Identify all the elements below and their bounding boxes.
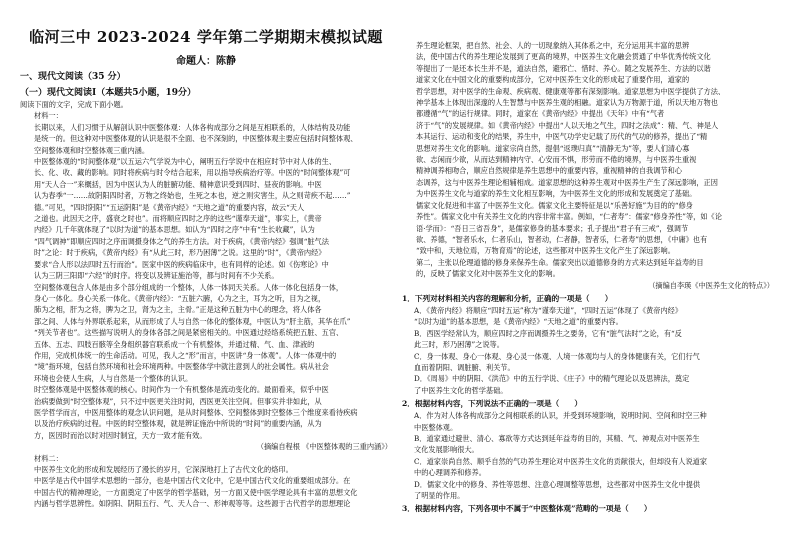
answer-option[interactable]: 中的心理调养和修养。 — [414, 468, 486, 478]
paragraph-line: 医学哲学而言，中医用整体的观念认识问题，是从时间整体、空间整体到时空整体三个维度来看待疾病 — [34, 407, 358, 417]
paragraph-line: 方，医因时而治以时对因时制宜，天方一致才能有效。 — [34, 430, 207, 440]
paragraph-line: 中医整体观的“时间整体观”以五运六气学说为中心，阐明五行学说中在相应时节中对人体的生、 — [34, 157, 337, 167]
paragraph-line: 内涵与哲学思辨性。如阴阳、阴阳五行、气、天人合一、形神观等等。这些源于古代哲学的思想理论 — [34, 499, 351, 509]
section-heading: 一、现代文阅读（35 分） — [20, 72, 126, 82]
paragraph-line: 欲、养德，“智者乐水，仁者乐山，智者动，仁者静，智者乐，仁者寿”的思想，《中庸》也有 — [416, 234, 708, 244]
material2-body — [20, 464, 392, 510]
paragraph-line: 中医学是古代中国学术思想的一部分，也是中国古代文化中，它是中国古代文化的重要组成部分。在 — [34, 476, 351, 486]
paragraph-line: 认为春季“一……故阴阳四时者，万物之终始也，生死之本也，逆之则灾害生，从之则苛疾不起……” — [34, 191, 351, 201]
paragraph-line: 以及治疗疾病的过程。中医的时空整体观，就是辨证施治中所说的“时间”的重要内涵，从为 — [34, 419, 322, 429]
paragraph-line: 身心一体化。身心关系一体化。《黄帝内经》：“五脏六腑，心为之主，耳为之听，目为之视， — [34, 293, 326, 303]
material2-label: 材料二： — [34, 453, 63, 463]
paragraph-line: 治病要做到“时空整体观”，只不过中医更关注时间，西医更关注空间。但事实并非如此，从 — [34, 396, 322, 406]
paragraph-line: 本其运行、运动和变化的结果，养生中，中医气功学史记载了历代的气功的修养，提出了“精 — [416, 132, 708, 142]
paragraph-line: 部之间、人体与外界联系起来，从而形成了人与自然一体化的整体观，中医认为“肝主筋，其华在爪” — [34, 316, 351, 326]
paragraph-line: 内经》几千年就体现了“以时为道”的基本思想。如认为“四时之序”中有“生长收藏”，认为 — [34, 225, 315, 235]
questions — [402, 293, 774, 516]
paragraph-line: 空间整体观包含人体是由多个部分组成的一个整体，人体一体同天关系。人体一体化包括身一体， — [34, 282, 344, 292]
paragraph-line: “列关节者也”。这些描写说明人的身体各部之间是紧密相关的。中医通过经络系统把五脏、五官、 — [34, 328, 344, 338]
paragraph-line: 道家文化在中国文化的重要构成部分，它对中医养生文化的形成起了重要作用，道家的 — [416, 75, 690, 85]
answer-option[interactable]: 文化发展影响很大。 — [414, 445, 479, 455]
paragraph-line: 精神调养相吻合，顺应自然规律是养生思想中的重要内容，重视精神的自我调节和心 — [416, 166, 682, 176]
paragraph-line: 的，反映了儒家文化对中医养生文化的影响。 — [416, 269, 560, 279]
material2-source: （摘编自李瑛《中医养生文化的特点》） — [648, 280, 774, 290]
paragraph-line: 第二，主张以伦理道德的修身来保养生命。儒家突出以道德修身的方式来达到延年益寿的目 — [416, 257, 704, 267]
paragraph-line: 思想对养生文化的影响。道家宗尚自然，提倡“返璞归真”“清静无为”等，要人们清心寡 — [416, 143, 690, 153]
paragraph-line: 济于“气”的发展规律。如《黄帝内经》中提出“人以天地之气生，四时之法成”：精、气、神是人 — [416, 120, 719, 130]
paragraph-line: 时”之论：时于疾病，《黄帝内经》有“从此三时，形乃困薄”之说。这里的“时”，《黄帝内经》 — [34, 248, 326, 258]
paragraph-line: 等提出了一是还本长生并不是，道法自然，避邪亡、惜时、养心。随之发展养生、方法的以谐 — [416, 63, 711, 73]
answer-option[interactable]: 中医整体观。 — [414, 422, 458, 432]
paragraph-line: 用“天人合一”来概括，因为中医认为人的脏腑功能、精神意识受到四时、昼夜的影响。中医 — [34, 179, 322, 189]
paragraph-line: 认为三阴三阳即“六经”的时序。将变以及辨证施治等，都与时间有不少关系。 — [34, 271, 279, 281]
paragraph-line: 作用，完成机体统一的生命活动。可见，我人之“形”而言，中医讲“身一体观”。人体一体观中的 — [34, 350, 337, 360]
part-heading: （一）现代文阅读Ⅰ（本题共5小题，19分） — [20, 88, 196, 98]
paragraph-line: 是统一的。但这种对中医整体观的认识是很不全面、也不深刻的，中医整体观主要应包括时间整体观、 — [34, 134, 358, 144]
paragraph-line: 养生理论框架，把自然、社会、人的一切现象纳入其体系之中，充分运用其丰富的思辨 — [416, 41, 690, 50]
answer-option[interactable]: A．作为对人体各构成部分之间相联系的认识，并受到环境影响，说明时间、空间和时空三种 — [414, 411, 707, 421]
answer-option[interactable]: “以时为道”的基本思想，是《黄帝内经》“天地之道”的重要内容。 — [414, 317, 623, 327]
question-stem: 1．下列对材料相关内容的理解和分析，正确的一项是（ ） — [402, 293, 613, 303]
answer-option[interactable]: 了明显的作用。 — [414, 491, 465, 501]
material1-label: 材料一： — [34, 111, 63, 121]
paragraph-line: 法，使中国古代的养生理论发展到了更高的境界，中医养生文化融会贯通了中华优秀传统文化 — [416, 52, 711, 62]
paragraph-line: 长期以来，人们习惯于从解剖认识中医整体观：人体各构成部分之间是互相联系的，人体结构及功能 — [34, 122, 351, 132]
paragraph-line: 空间整体观和时空整体观三重内涵。 — [34, 145, 150, 155]
paragraph-line: “境”指环境，包括自然环境和社会环境两种。中医整体学中就注意到人的社会属性。病从社会 — [34, 362, 329, 372]
answer-option[interactable]: C．身一体观、身心一体观、身心灵一体观、人境一体观均与人的身体健康有关，它们行气 — [414, 351, 700, 361]
answer-option[interactable]: C．道家崇尚自然、顺乎自然的气功养生理论对中医养生文化的贡献很大，但却没有人说道家 — [414, 456, 708, 466]
paragraph-line: 都遵循“气”的运行规律。同时，道家在《黄帝内经》中提出《天年》中有“气者 — [416, 109, 665, 119]
paragraph-line: 肺为之相，肝为之将，脾为之卫，肾为之主，主骨。”正是这种五脏为中心的理念，将人体各 — [34, 305, 322, 315]
paragraph-line: 哲学思想，对中医学的生命观、疾病观、健康观等都有深刻影响。道家思想为中医学提供了方法、 — [416, 86, 726, 96]
left-column — [20, 0, 392, 510]
answer-option[interactable]: B．道家通过避世、清心、寡欲等方式达到延年益寿的目的，其精、气、神观点对中医养生 — [414, 434, 700, 443]
paragraph-line: 环境也会使人生病，人与自然是一个整体的认识。 — [34, 373, 193, 383]
question-stem: 2．根据材料内容，下列说法不正确的一项是（ ） — [402, 399, 582, 409]
exam-title: 临河三中 2023-2024 学年第二学期期末模拟试题 — [29, 28, 383, 46]
material1-body — [20, 122, 392, 441]
answer-option[interactable]: 了中医养生文化的哲学基础。 — [414, 385, 508, 395]
paragraph-line: 儒家文化促进和丰富了中医养生文化。儒家文化主要特征是以“乐善好施”为目的的“修身 — [416, 200, 693, 210]
material2-confucian — [402, 200, 774, 280]
paragraph-line: 要求“合人形以法四时五行而治”。医家中医的疾病临床中，也有同样的论述。如《伤寒论》中 — [34, 259, 329, 269]
paragraph-line: 语·学而》：“吾日三省吾身”，是儒家修身的基本要求；孔子提出“君子有三戒”，强调节 — [416, 223, 689, 233]
paragraph-line: 中国古代的精神理论，一方面奠定了中医学的哲学基础，另一方面又使中医学理论具有丰富的思想文化 — [34, 487, 358, 497]
paragraph-line: 中医养生文化的形成和发展经历了漫长的岁月，它深深地打上了古代文化的烙印。 — [34, 465, 293, 474]
instruction: 阅读下面的文字，完成下面小题。 — [20, 100, 128, 109]
paragraph-line: 养性”。儒家文化中有关养生文化的内容非常丰富。例如，“仁者寿”：儒家“修身养性”等，如《论 — [416, 212, 722, 222]
answer-option[interactable]: D．儒家文化中的修身、养性等思想、注意心理调整等思想，这些都对中医养生文化中提供 — [414, 479, 701, 489]
paragraph-line: 长、化、收、藏的影响。同时将疾病与时令结合起来，用以指导疾病治疗等。中医的“时间整体观”可 — [34, 168, 351, 178]
answer-option[interactable]: D．《周易》中的阴阳、《洪范》中的五行学说、《庄子》中的精气理论以及思辨法，奠定 — [414, 374, 690, 384]
paragraph-line: 时空整体观是中医整体观的核心。时间作为一个有机整体是流动变化的。最面看来，似乎中医 — [34, 385, 329, 395]
paragraph-line: “致中和，天地位焉，万物育焉”的论述，这些都对中医养生文化产生了深远影响。 — [416, 246, 675, 256]
answer-option[interactable]: 此三时，形乃困薄”之说等。 — [414, 340, 504, 350]
paragraph-line: 之道也。此因天之序，盛衰之时也”。而将顺应四时之序的这些“谨奉天道”，事实上，《黄帝 — [34, 214, 322, 224]
question-stem: 3．根据材料内容，下列各项中不属于“中医整体观”范畴的一项是（ ） — [402, 504, 652, 514]
answer-option[interactable]: B．西医学经常认为，顺应四时之序而调摄养生之要务，它有“脏气法时”之论，有“反 — [414, 328, 682, 338]
right-column — [402, 40, 774, 515]
paragraph-line: 德。”可见，“四时阴阳”“五运阴阳”是《黄帝内经》“天地之道”的重要内容，故云“天人 — [34, 202, 305, 212]
material2-continued — [402, 40, 774, 200]
paragraph-line: 五体、五志、四肢百骸等全身组织器官联系成一个有机整体，并通过精、气、血、津液的 — [34, 339, 315, 349]
paragraph-line: 神学基本上体现出深邃的人生智慧与中医养生观的相融。道家认为万物源于道，所以天地万物也 — [416, 98, 718, 108]
paragraph-line: 为中医养生文化与道家的养生文化相互影响，为中医养生文化的形成和发展奠定了基础。 — [416, 189, 697, 199]
answer-option[interactable]: A．《黄帝内经》将顺应“四时五运”称为“谨奉天道”，“四时五运”体现了《黄帝内经》 — [414, 305, 683, 315]
paragraph-line: 态调养，这与中医养生理论相辅相成。道家思想的这种养生观对中医养生产生了深远影响，正因 — [416, 177, 718, 187]
answer-option[interactable]: 血而着阴阳、调脏腑、利关节。 — [414, 362, 515, 372]
exam-author: 命题人：陈静 — [176, 56, 236, 67]
paragraph-line: “四气调神”即顺应四时之序而调摄身体之气的养生方法。对于疾病，《黄帝内经》强调“脏气法 — [34, 236, 329, 246]
material1-source: （摘编自程根 《中医整体观的三重内涵》） — [256, 442, 392, 452]
paragraph-line: 欲、志闲而少欲，从而达到精神内守、心安而不惧，形劳而不倦的境界，与中医养生重视 — [416, 155, 697, 165]
